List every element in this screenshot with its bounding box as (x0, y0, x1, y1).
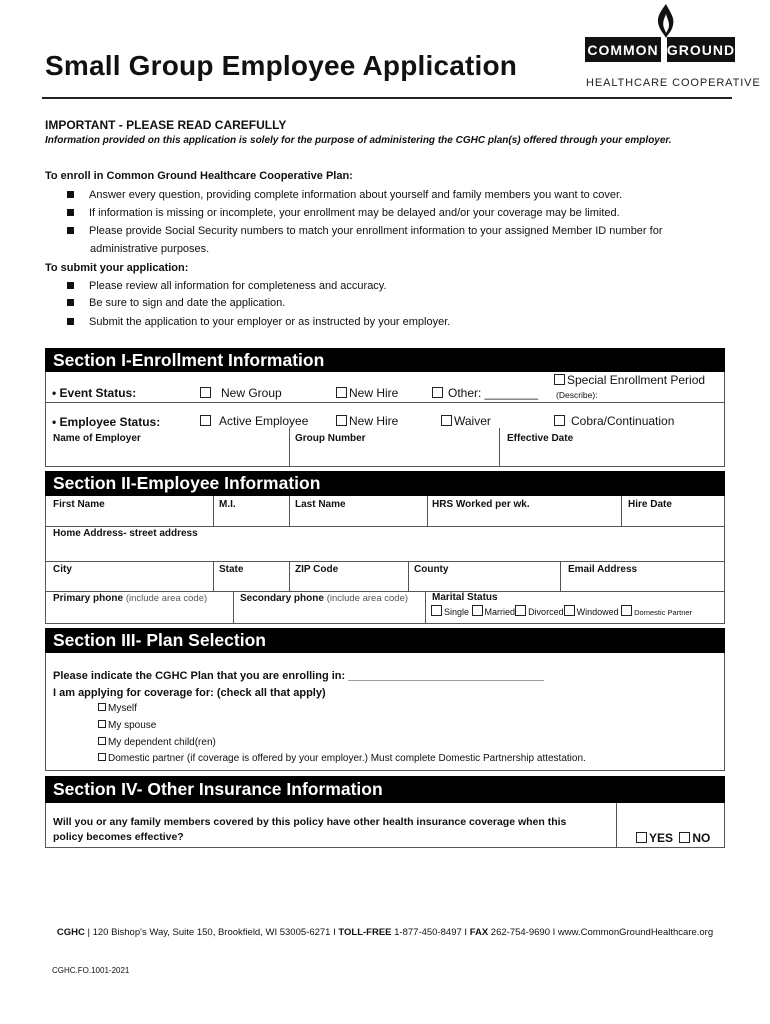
checkbox[interactable] (679, 832, 690, 843)
section4-header: Section IV- Other Insurance Information (45, 776, 725, 803)
coverage-domestic-partner[interactable]: Domestic partner (if coverage is offered by your employer.) Must complete Domestic Partnership attestation. (98, 753, 586, 764)
first-name-label: First Name (53, 499, 105, 510)
answer-options (636, 831, 710, 845)
row-divider (45, 526, 725, 527)
answer-no[interactable]: NO (679, 831, 710, 845)
submit-bullet: Submit the application to your employer or as instructed by your employer. (67, 316, 450, 328)
effective-date-label: Effective Date (507, 433, 574, 444)
checkbox[interactable] (98, 720, 106, 728)
other-insurance-question: Will you or any family members covered by this policy have other health insurance coverage when this (53, 816, 567, 828)
section2-border-left (45, 496, 46, 623)
bullet-square-icon (67, 209, 74, 216)
emp-active[interactable]: Active Employee (200, 414, 308, 428)
enroll-bullet: If information is missing or incomplete, your enrollment may be delayed and/or your coverage may be limited. (67, 207, 620, 219)
enroll-bullet: Please provide Social Security numbers to match your enrollment information to your assigned Member ID number for (67, 225, 662, 237)
enroll-heading: To enroll in Common Ground Healthcare Cooperative Plan: (45, 170, 353, 182)
hrs-worked-label: HRS Worked per wk. (432, 499, 530, 510)
emp-cobra[interactable]: Cobra/Continuation (554, 414, 674, 428)
coverage-spouse[interactable]: My spouse (98, 720, 156, 731)
row-divider (45, 770, 725, 771)
checkbox[interactable] (554, 374, 565, 385)
mi-label: M.I. (219, 499, 236, 510)
checkbox[interactable] (200, 415, 211, 426)
section1-header: Section I-Enrollment Information (45, 348, 725, 372)
col-divider (289, 561, 290, 591)
group-number-label: Group Number (295, 433, 366, 444)
section1-border-left (45, 372, 46, 467)
col-divider (425, 591, 426, 623)
col-divider (233, 591, 234, 623)
checkbox[interactable] (432, 387, 443, 398)
emp-new-hire[interactable]: New Hire (336, 414, 398, 428)
col-divider (616, 803, 617, 847)
marital-married[interactable]: Married (472, 607, 516, 617)
marital-windowed[interactable]: Windowed (564, 607, 619, 617)
marital-domestic-partner[interactable]: Domestic Partner (621, 608, 692, 617)
flame-icon (650, 2, 682, 38)
employee-status-label: • Employee Status: (52, 415, 161, 429)
email-label: Email Address (568, 564, 638, 575)
col-divider (427, 496, 428, 526)
bullet-square-icon (67, 227, 74, 234)
col-divider (621, 496, 622, 526)
footer-contact: CGHC | 120 Bishop's Way, Suite 150, Brookfield, WI 53005-6271 I TOLL-FREE 1-877-450-8497 I FAX 262-754-9690 I www.CommonGroundHealthcare.org (56, 927, 714, 938)
row-divider (45, 847, 725, 848)
hire-date-label: Hire Date (628, 499, 672, 510)
event-status-label: • Event Status: (52, 386, 137, 400)
section2-border-right (724, 496, 725, 623)
marital-divorced[interactable]: Divorced (515, 607, 564, 617)
zip-label: ZIP Code (295, 564, 339, 575)
state-label: State (219, 564, 244, 575)
checkbox[interactable] (621, 605, 632, 616)
event-special-enrollment[interactable]: Special Enrollment Period (554, 373, 705, 387)
checkbox[interactable] (200, 387, 211, 398)
plan-line: Please indicate the CGHC Plan that you are enrolling in: ________________________________ (53, 670, 544, 682)
form-code: CGHC.FO.1001-2021 (52, 966, 130, 975)
section2-header: Section II-Employee Information (45, 471, 725, 496)
checkbox[interactable] (554, 415, 565, 426)
enroll-bullet-continued: administrative purposes. (90, 243, 210, 255)
last-name-label: Last Name (295, 499, 346, 510)
event-new-group[interactable]: New Group (200, 386, 282, 400)
section1-border-right (724, 372, 725, 467)
page-title: Small Group Employee Application (45, 50, 518, 81)
submit-bullet: Be sure to sign and date the application. (67, 297, 285, 309)
emp-waiver[interactable]: Waiver (441, 414, 491, 428)
row-divider (45, 591, 725, 592)
checkbox[interactable] (472, 605, 483, 616)
coverage-children[interactable]: My dependent child(ren) (98, 737, 216, 748)
bullet-square-icon (67, 318, 74, 325)
bullet-square-icon (67, 191, 74, 198)
logo-subtitle: HEALTHCARE COOPERATIVE (586, 77, 761, 89)
checkbox[interactable] (564, 605, 575, 616)
col-divider (560, 561, 561, 591)
city-label: City (53, 564, 72, 575)
col-divider (499, 428, 500, 467)
col-divider (408, 561, 409, 591)
title-rule (42, 97, 732, 99)
bullet-square-icon (67, 299, 74, 306)
col-divider (289, 428, 290, 467)
section4-border-right (724, 803, 725, 847)
row-divider (45, 402, 725, 403)
logo-ground: GROUND (667, 37, 735, 62)
checkbox[interactable] (98, 737, 106, 745)
checkbox[interactable] (431, 605, 442, 616)
row-divider (45, 466, 725, 467)
describe-label: (Describe): (556, 390, 598, 400)
col-divider (289, 496, 290, 526)
applying-line: I am applying for coverage for: (check all that apply) (53, 687, 326, 699)
submit-heading: To submit your application: (45, 262, 189, 274)
county-label: County (414, 564, 449, 575)
event-new-hire[interactable]: New Hire (336, 386, 398, 400)
checkbox[interactable] (336, 415, 347, 426)
section3-border-left (45, 653, 46, 770)
marital-options (431, 605, 692, 617)
checkbox[interactable] (441, 415, 452, 426)
logo-common: COMMON (585, 37, 661, 62)
checkbox[interactable] (515, 605, 526, 616)
employer-name-label: Name of Employer (53, 433, 141, 444)
row-divider (45, 561, 725, 562)
col-divider (213, 561, 214, 591)
checkbox[interactable] (636, 832, 647, 843)
primary-phone-label: Primary phone (include area code) (53, 593, 208, 604)
coverage-myself[interactable]: Myself (98, 703, 137, 714)
checkbox[interactable] (98, 753, 106, 761)
bullet-square-icon (67, 282, 74, 289)
event-other[interactable]: Other: ________ (432, 386, 538, 400)
marital-status-label: Marital Status (432, 592, 498, 603)
important-note: Information provided on this application is solely for the purpose of administering the CGHC plan(s) offered through your employer. (45, 135, 672, 146)
important-heading: IMPORTANT - PLEASE READ CAREFULLY (45, 118, 287, 132)
section3-header: Section III- Plan Selection (45, 628, 725, 653)
checkbox[interactable] (98, 703, 106, 711)
secondary-phone-label: Secondary phone (include area code) (240, 593, 409, 604)
marital-single[interactable]: Single (431, 607, 469, 617)
answer-yes[interactable]: YES (636, 831, 673, 845)
checkbox[interactable] (336, 387, 347, 398)
other-insurance-question-cont: policy becomes effective? (53, 831, 184, 843)
submit-bullet: Please review all information for completeness and accuracy. (67, 280, 387, 292)
enroll-bullet: Answer every question, providing complete information about yourself and family members you want to cover. (67, 189, 622, 201)
home-address-label: Home Address- street address (53, 528, 198, 539)
section3-border-right (724, 653, 725, 770)
col-divider (213, 496, 214, 526)
section4-border-left (45, 803, 46, 847)
row-divider (45, 623, 725, 624)
